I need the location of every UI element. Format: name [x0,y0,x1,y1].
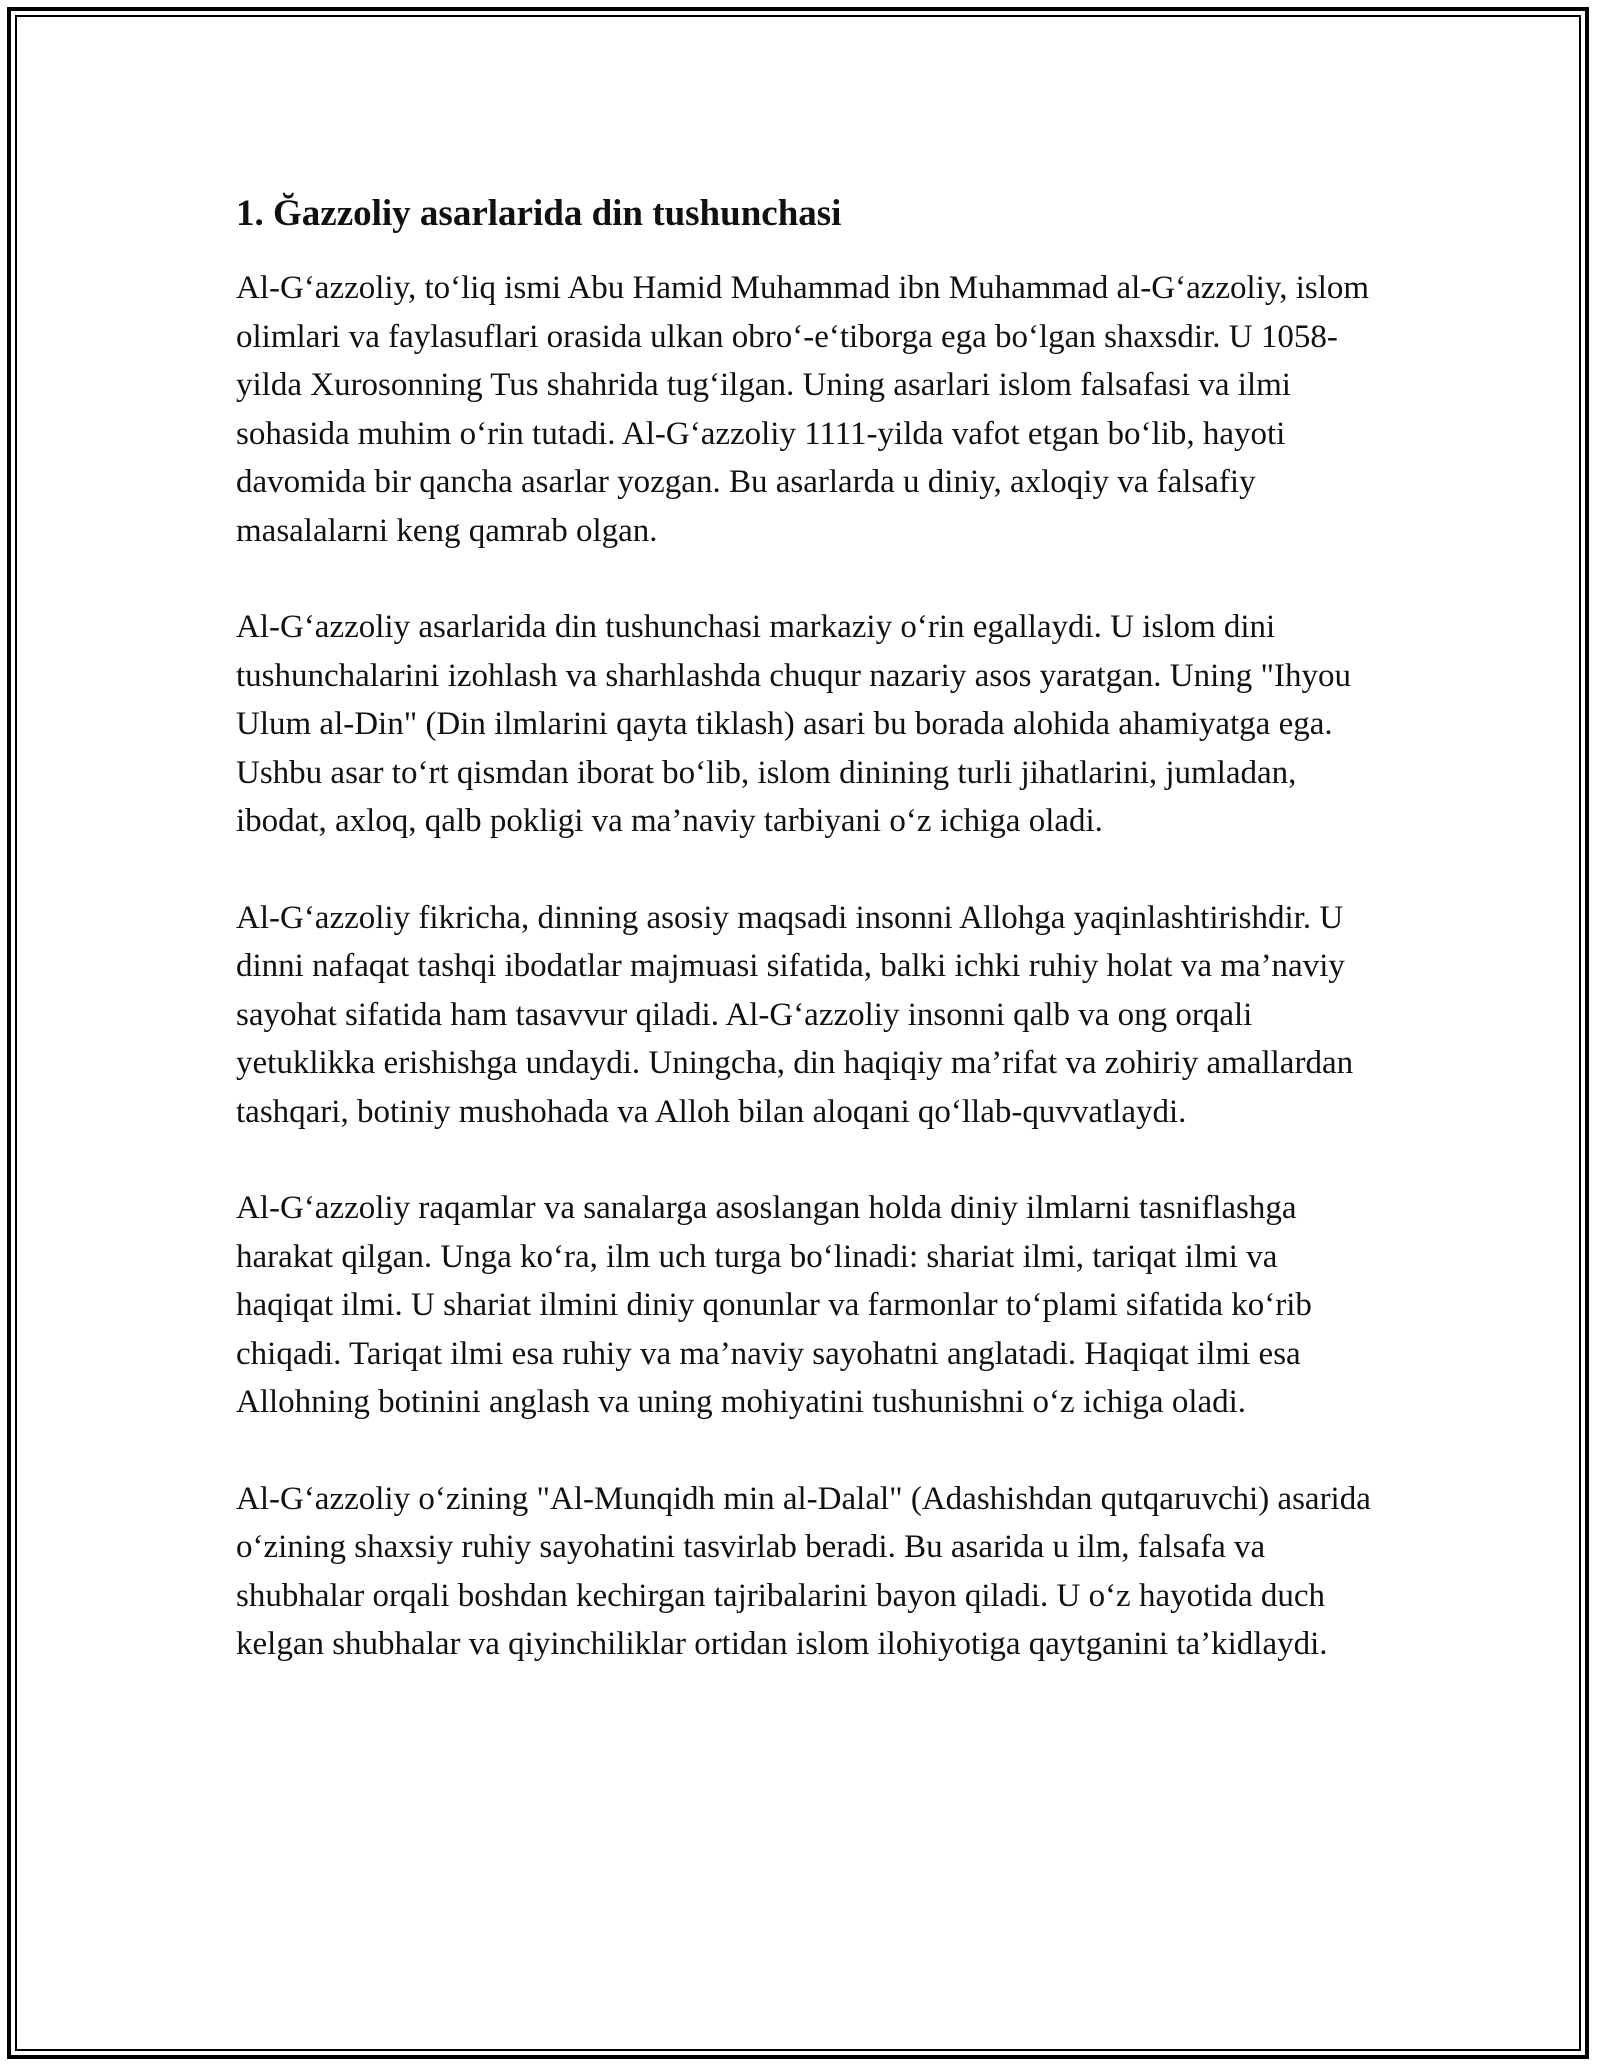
paragraph-1: Al-G‘azzoliy, to‘liq ismi Abu Hamid Muhammad ibn Muhammad al-G‘azzoliy, islom olimlari va faylasuflari orasida ulkan obro‘-e‘tiborga ega bo‘lgan shaxsdir. U 1058-yilda Xurosonning Tus shahrida tug‘ilgan. Uning asarlari islom falsafasi va ilmi sohasida muhim o‘rin tutadi. Al-G‘azzoliy 1111-yilda vafot etgan bo‘lib, hayoti davomida bir qancha asarlar yozgan. Bu asarlarda u diniy, axloqiy va falsafiy masalalarni keng qamrab olgan. [236,270,1370,549]
paragraph-2: Al-G‘azzoliy asarlarida din tushunchasi markaziy o‘rin egallaydi. U islom dini tushunchalarini izohlash va sharhlashda chuqur nazariy asos yaratgan. Uning "Ihyou Ulum al-Din" (Din ilmlarini qayta tiklash) asari bu borada alohida ahamiyatga ega. Ushbu asar to‘rt qismdan iborat bo‘lib, islom dinining turli jihatlarini, jumladan, ibodat, axloq, qalb pokligi va ma’naviy tarbiyani o‘z ichiga oladi. [236,609,1351,839]
paragraph-4: Al-G‘azzoliy raqamlar va sanalarga asoslangan holda diniy ilmlarni tasniflashga harakat qilgan. Unga ko‘ra, ilm uch turga bo‘linadi: shariat ilmi, tariqat ilmi va haqiqat ilmi. U shariat ilmini diniy qonunlar va farmonlar to‘plami sifatida ko‘rib chiqadi. Tariqat ilmi esa ruhiy va ma’naviy sayohatni anglatadi. Haqiqat ilmi esa Allohning botinini anglash va uning mohiyatini tushunishni o‘z ichiga oladi. [236,1190,1312,1420]
section-heading: 1. Ğazzoliy asarlarida din tushunchasi [236,193,842,234]
paragraph-3: Al-G‘azzoliy fikricha, dinning asosiy maqsadi insonni Allohga yaqinlashtirishdir. U dinni nafaqat tashqi ibodatlar majmuasi sifatida, balki ichki ruhiy holat va ma’naviy sayohat sifatida ham tasavvur qiladi. Al-G‘azzoliy insonni qalb va ong orqali yetuklikka erishishga undaydi. Uningcha, din haqiqiy ma’rifat va zohiriy amallardan tashqari, botiniy mushohada va Alloh bilan aloqani qo‘llab-quvvatlaydi. [236,899,1354,1130]
document-body [236,186,1376,1717]
paragraph-5: Al-G‘azzoliy o‘zining "Al-Munqidh min al-Dalal" (Adashishdan qutqaruvchi) asarida o‘zining shaxsiy ruhiy sayohatini tasvirlab beradi. Bu asarida u ilm, falsafa va shubhalar orqali boshdan kechirgan tajribalarini bayon qiladi. U o‘z hayotida duch kelgan shubhalar va qiyinchiliklar ortidan islom ilohiyotiga qaytganini ta’kidlaydi. [236,1480,1371,1662]
